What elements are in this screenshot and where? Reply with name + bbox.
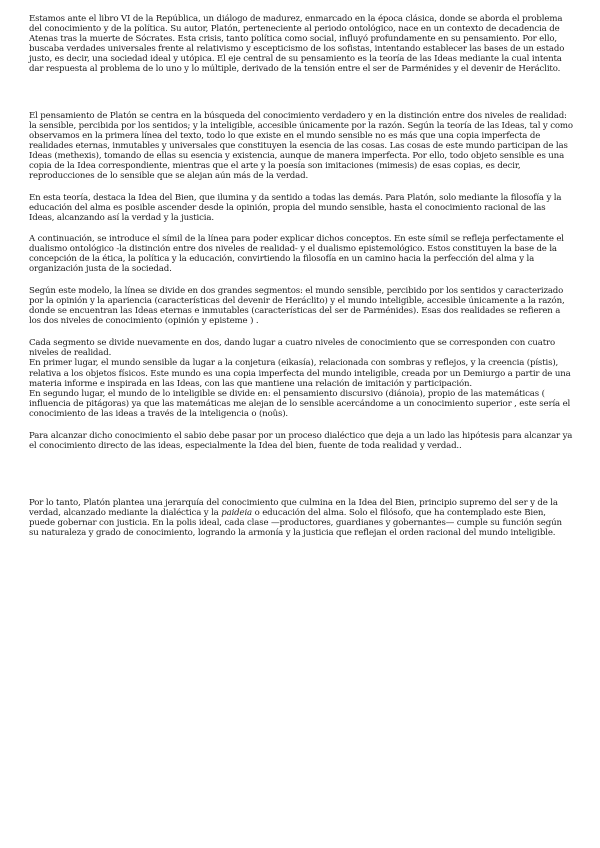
document-body (29, 14, 573, 539)
paragraph-four-levels: Cada segmento se divide nuevamente en dos, dando lugar a cuatro niveles de conocimiento que se corresponden con cuatro niveles de realidad. (29, 338, 556, 359)
paragraph-simile-of-line: A continuación, se introduce el símil de la línea para poder explicar dichos conceptos. En este símil se refleja perfectamente el dualismo ontológico -la distinción entre dos niveles de realidad- y el dualismo epistemológico. Estos constituyen la base de la concepción de la ética, la política y la educación, convirtiendo la filosofía en un camino hacia la perfección del alma y la organización justa de la sociedad. (29, 233, 564, 274)
paragraph-spacer (29, 181, 573, 193)
paragraph-intelligible-world: En segundo lugar, el mundo de lo inteligible se divide en: el pensamiento discursivo (diánoia), propio de las matemáticas ( influencia de pitágoras) ya que las matemáticas me alejan de lo sensible acercándome a un conocimiento superior , este sería el conocimiento de las ideas a través de la inteligencia o (noûs). (29, 388, 571, 419)
paragraph-two-segments: Según este modelo, la línea se divide en dos grandes segmentos: el mundo sensible, percibido por los sentidos y caracterizado por la opinión y la apariencia (características del devenir de Heráclito) y el mundo inteligible, accesible únicamente a la razón, donde se encuentran las Ideas eternas e inmutables (características del ser de Parménides). Esas dos realidades se refieren a los dos niveles de conocimiento (opinión y episteme ) . (29, 285, 565, 327)
paragraph-spacer (29, 419, 573, 431)
paideia-term: paideia (221, 508, 253, 519)
paragraph-idea-of-good: En esta teoría, destaca la Idea del Bien, que ilumina y da sentido a todas las demás. Para Platón, solo mediante la filosofía y la educación del alma es posible ascender desde la opinión, propia del mundo sensible, hasta el conocimiento racional de las Ideas, alcanzando así la verdad y la justicia. (29, 193, 562, 224)
paragraph-spacer (29, 451, 573, 498)
conclusion-text-end: o educación del alma. Solo el filósofo, que ha contemplado este Bien, puede gobernar con justicia. En la polis ideal, cada clase —productores, guardianes y gobernantes— cumple su función según su naturaleza y grado de conocimiento, logrando la armonía y la justicia que reflejan el orden racional del mundo inteligible. (29, 508, 562, 539)
paragraph-conclusion (29, 498, 573, 538)
paragraph-spacer (29, 274, 573, 286)
paragraph-sensible-world: En primer lugar, el mundo sensible da lugar a la conjetura (eikasía), relacionada con sombras y reflejos, y la creencia (pístis), relativa a los objetos físicos. Este mundo es una copia imperfecta del mundo inteligible, creada por un Demiurgo a partir de una materia informe e inspirada en las Ideas, con las que mantiene una relación de imitación y participación. (29, 358, 571, 389)
paragraph-introduction: Estamos ante el libro VI de la República, un diálogo de madurez, enmarcado en la época clásica, donde se aborda el problema del conocimiento y de la política. Su autor, Platón, perteneciente al periodo ontológico, nace en un contexto de decadencia de Atenas tras la muerte de Sócrates. Esta crisis, tanto política como social, influyó profundamente en su pensamiento. Por ello, buscaba verdades universales frente al relativismo y escepticismo de los sofistas, intentando establecer las bases de un estado justo, es decir, una sociedad ideal y utópica. El eje central de su pensamiento es la teoría de las Ideas mediante la cual intenta dar respuesta al problema de lo uno y lo múltiple, derivado de la tensión entre el ser de Parménides y el devenir de Heráclito. (29, 14, 565, 75)
paragraph-dialectic: Para alcanzar dicho conocimiento el sabio debe pasar por un proceso dialéctico que deja a un lado las hipótesis para alcanzar ya el conocimiento directo de las ideas, especialmente la Idea del bien, fuente de toda realidad y verdad.. (29, 431, 573, 452)
paragraph-spacer (29, 224, 573, 234)
conclusion-text-start: Por lo tanto, Platón plantea una jerarquía del conocimiento que culmina en la Idea del Bien, principio supremo del ser y de la verdad, alcanzado mediante la dialéctica y la (29, 498, 558, 519)
paragraph-spacer (29, 75, 573, 111)
paragraph-spacer (29, 326, 573, 338)
paragraph-theory-of-ideas: El pensamiento de Platón se centra en la búsqueda del conocimiento verdadero y en la distinción entre dos niveles de realidad: la sensible, percibida por los sentidos; y la inteligible, accesible únicamente por la razón. Según la teoría de las Ideas, tal y como observamos en la primera línea del texto, todo lo que existe en el mundo sensible no es más que una copia imperfecta de realidades eternas, inmutables y universales que constituyen la esencia de las cosas. Las cosas de este mundo participan de las Ideas (methexis), tomando de ellas su esencia y existencia, aunque de manera imperfecta. Por ello, todo objeto sensible es una copia de la Idea correspondiente, mientras que el arte y la poesía son imitaciones (mimesis) de esas copias, es decir, reproducciones de lo sensible que se alejan aún más de la verdad. (29, 110, 573, 182)
